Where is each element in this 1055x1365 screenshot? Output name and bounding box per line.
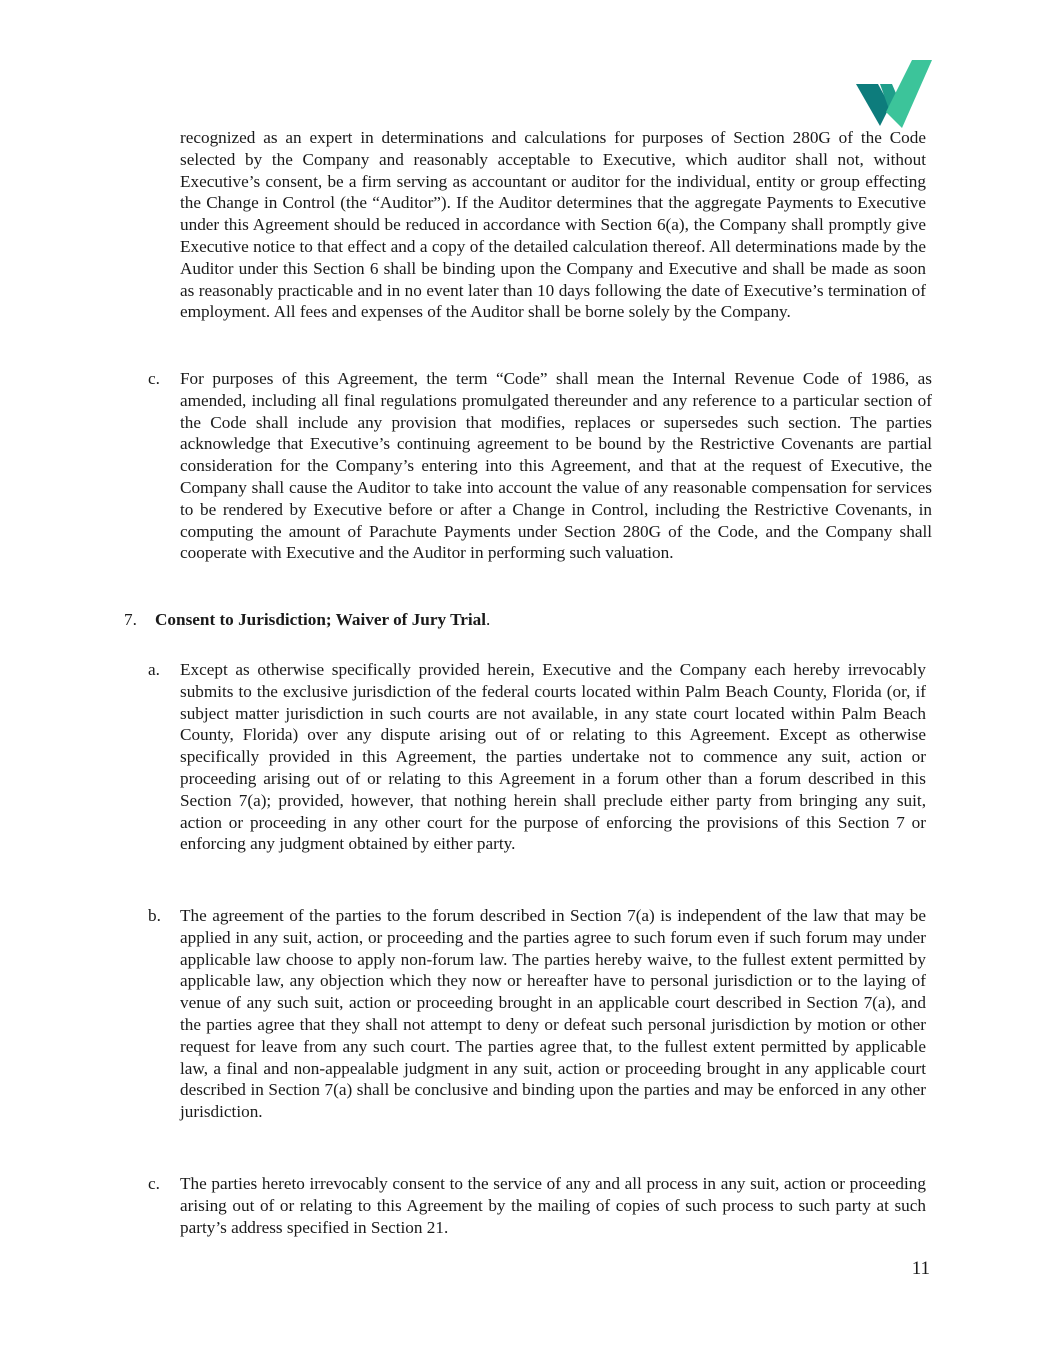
- section-7-number: 7.: [124, 610, 137, 629]
- section-6b-continuation: recognized as an expert in determinations and calculations for purposes of Section 280G of the Code selected by the Company and reasonably acceptable to Executive, which auditor shall not, without Executive’s consent, be a firm serving as accountant or auditor for the individual, entity or group effecting the Change in Control (the “Auditor”). If the Auditor determines that the aggregate Payments to Executive under this Agreement should be reduced in accordance with Section 6(a), the Company shall promptly give Executive notice to that effect and a copy of the detailed calculation thereof. All determinations made by the Auditor under this Section 6 shall be binding upon the Company and Executive and shall be made as soon as reasonably practicable and in no event later than 10 days following the date of Executive’s termination of employment. All fees and expenses of the Auditor shall be borne solely by the Company.: [180, 128, 926, 322]
- page-number: 11: [911, 1258, 930, 1279]
- company-logo-icon: [856, 60, 932, 128]
- section-6c-text: For purposes of this Agreement, the term “Code” shall mean the Internal Revenue Code of 1986, as amended, including all final regulations promulgated thereunder and any reference to a particular section of the Code shall include any provision that modifies, replaces or supersedes such section. The parties acknowledge that Executive’s continuing agreement to be bound by the Restrictive Covenants are partial consideration for the Company’s entering into this Agreement, and that at the request of Executive, the Company shall cause the Auditor to take into account the value of any reasonable compensation for services to be rendered by Executive before or after a Change in Control, including the Restrictive Covenants, in computing the amount of Parachute Payments under Section 280G of the Code, and the Company shall cooperate with Executive and the Auditor in performing such valuation.: [180, 369, 932, 563]
- section-7a-text: Except as otherwise specifically provided herein, Executive and the Company each hereby irrevocably submits to the exclusive jurisdiction of the federal courts located within Palm Beach County, Florida (or, if subject matter jurisdiction in such courts are not available, in any state court located within Palm Beach County, Florida) over any dispute arising out of or relating to this Agreement. Except as otherwise specifically provided in this Agreement, the parties undertake not to commence any suit, action or proceeding arising out of or relating to this Agreement in a forum other than a forum described in this Section 7(a); provided, however, that nothing herein shall preclude either party from bringing any suit, action or proceeding in any other court for the purpose of enforcing the provisions of this Section 7 or enforcing any judgment obtained by either party.: [180, 660, 926, 854]
- section-6c-marker: c.: [148, 369, 160, 388]
- section-7-title-suffix: .: [486, 610, 491, 629]
- section-7c-text: The parties hereto irrevocably consent to the service of any and all process in any suit, action or proceeding arising out of or relating to this Agreement by the mailing of copies of such process to such party at such party’s address specified in Section 21.: [180, 1174, 926, 1237]
- section-7c-marker: c.: [148, 1174, 160, 1193]
- section-7b-marker: b.: [148, 906, 161, 925]
- section-7-heading: [124, 609, 490, 631]
- section-7a-marker: a.: [148, 660, 160, 679]
- section-7-title: Consent to Jurisdiction; Waiver of Jury Trial: [155, 610, 487, 629]
- section-7b-text: The agreement of the parties to the forum described in Section 7(a) is independent of the law that may be applied in any suit, action, or proceeding and the parties agree to such forum even if such forum may under applicable law choose to apply non-forum law. The parties hereby waive, to the fullest extent permitted by applicable law, any objection which they now or hereafter have to personal jurisdiction or to the laying of venue of any such suit, action or proceeding brought in an applicable court described in Section 7(a), and the parties agree that they shall not attempt to deny or defeat such personal jurisdiction by motion or other request for leave from any such court. The parties agree that, to the fullest extent permitted by applicable law, a final and non-appealable judgment in any suit, action or proceeding brought in any applicable court described in Section 7(a) shall be conclusive and binding upon the parties and may be enforced in any other jurisdiction.: [180, 906, 926, 1122]
